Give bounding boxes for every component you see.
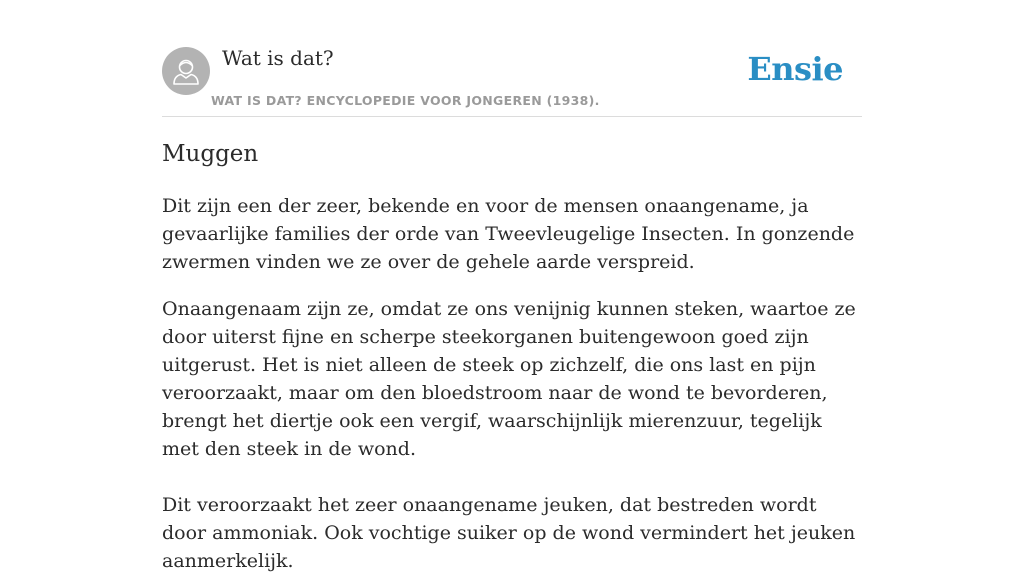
ensie-logo[interactable]: Ensie (747, 50, 843, 88)
source-subtitle: WAT IS DAT? ENCYCLOPEDIE VOOR JONGEREN (1938). (211, 93, 600, 108)
entry-paragraph: Dit veroorzaakt het zeer onaangename jeuken, dat bestreden wordt door ammoniak. Ook vochtige suiker op de wond vermindert het jeuken aanmerkelijk. (162, 494, 856, 572)
entry-paragraph: Dit zijn een der zeer, bekende en voor de mensen onaangename, ja gevaarlijke families der orde van Tweevleugelige Insecten. In gonzende zwermen vinden we ze over de gehele aarde verspreid. (162, 195, 855, 273)
entry-paragraph: Onaangenaam zijn ze, omdat ze ons venijnig kunnen steken, waartoe ze door uiterst fijne en scherpe steekorganen buitengewoon goed zijn uitgerust. Het is niet alleen de steek op zichzelf, die ons last en pijn veroorzaakt, maar om den bloedstroom naar de wond te bevorderen, brengt het diertje ook een vergif, waarschijnlijk mierenzuur, tegelijk met den steek in de wond. (162, 298, 856, 460)
source-header (162, 0, 862, 117)
source-title[interactable]: Wat is dat? (222, 46, 334, 70)
entry-content (162, 137, 862, 575)
entry-title: Muggen (162, 141, 259, 167)
user-icon[interactable] (162, 47, 210, 95)
